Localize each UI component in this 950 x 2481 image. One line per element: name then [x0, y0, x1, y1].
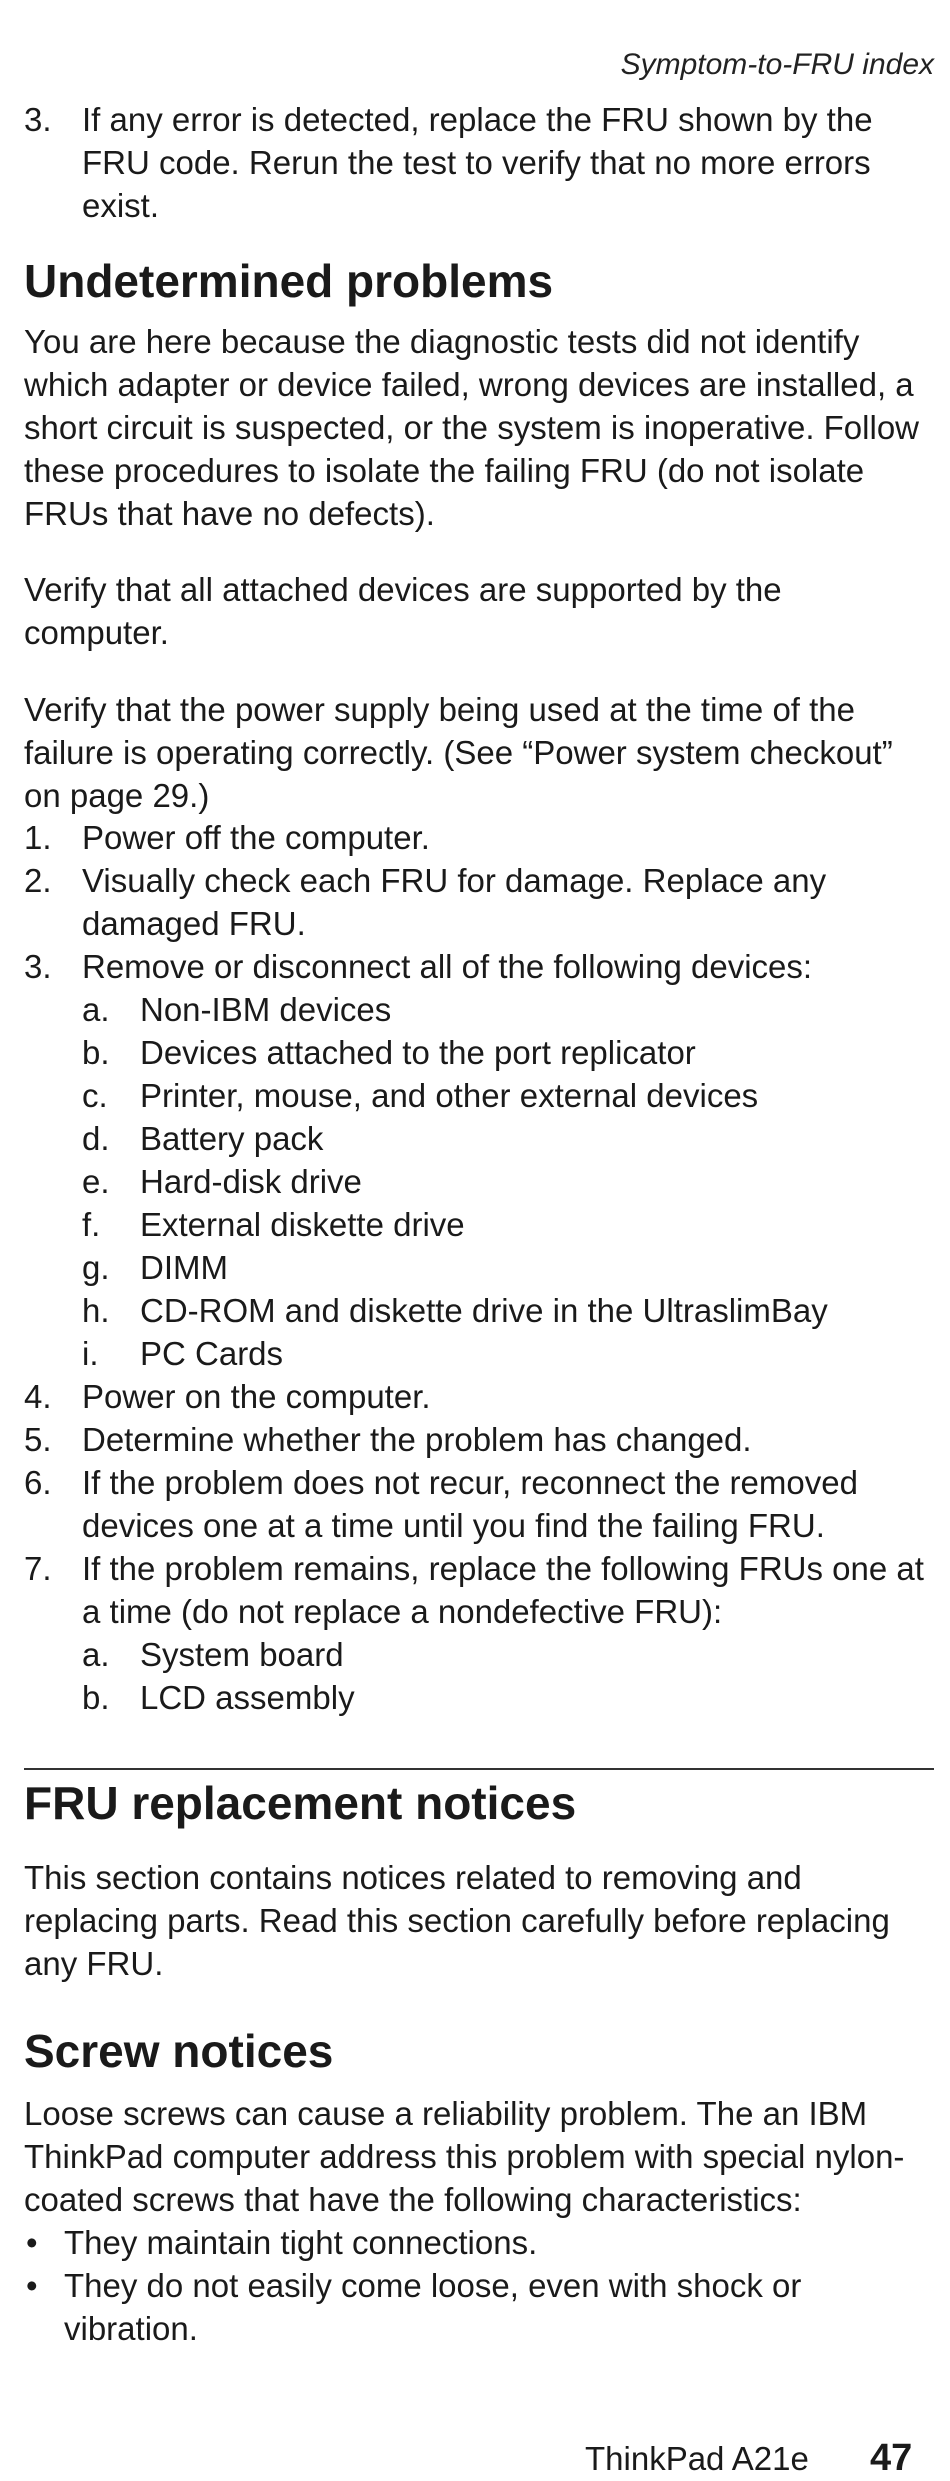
sub-text: Non-IBM devices: [140, 991, 392, 1028]
step-number: 3.: [24, 948, 52, 985]
section-heading-fru-notices: FRU replacement notices: [24, 1777, 577, 1829]
sub-letter: b.: [82, 1679, 110, 1716]
sub-letter: f.: [82, 1206, 101, 1243]
sublist-item: [82, 1031, 934, 1074]
step-text: Remove or disconnect all of the following devices:: [82, 948, 813, 985]
device-sublist: [82, 988, 934, 1375]
list-item: [24, 2264, 934, 2350]
sub-text: Devices attached to the port replicator: [140, 1034, 696, 1071]
step-text: Visually check each FRU for damage. Replace any damaged FRU.: [82, 862, 827, 942]
step-text: If the problem remains, replace the following FRUs one at a time (do not replace a nondefective FRU):: [82, 1550, 924, 1630]
step-text: Power on the computer.: [82, 1378, 431, 1415]
step-text: Power off the computer.: [82, 819, 430, 856]
sub-text: System board: [140, 1636, 344, 1673]
section-heading-undetermined: Undetermined problems: [24, 255, 554, 307]
section-heading-screw-notices: Screw notices: [24, 2025, 334, 2077]
sub-letter: h.: [82, 1292, 110, 1329]
sub-letter: g.: [82, 1249, 110, 1286]
verify-power-paragraph: Verify that the power supply being used at the time of the failure is operating correctly. (See “Power system checkout” on page 29.): [24, 691, 893, 814]
sublist-item: [82, 1203, 934, 1246]
step-number: 5.: [24, 1421, 52, 1458]
list-item: [24, 1418, 934, 1461]
sublist-item: [82, 1289, 934, 1332]
step-number: 3.: [24, 101, 52, 138]
step-text: If any error is detected, replace the FRU shown by the FRU code. Rerun the test to verify that no more errors exist.: [82, 101, 873, 224]
fru-sublist: [82, 1633, 934, 1719]
procedure-steps: [24, 816, 934, 1719]
bullet-text: They maintain tight connections.: [64, 2224, 538, 2261]
bullet-text: They do not easily come loose, even with shock or vibration.: [64, 2267, 802, 2347]
sub-text: Printer, mouse, and other external devices: [140, 1077, 759, 1114]
footer-product-title: ThinkPad A21e: [585, 2440, 809, 2477]
list-item: [24, 859, 934, 945]
sub-text: Battery pack: [140, 1120, 324, 1157]
fru-notices-paragraph: This section contains notices related to removing and replacing parts. Read this section carefully before replacing any FRU.: [24, 1859, 890, 1982]
sublist-item: [82, 1676, 934, 1719]
list-item: [24, 945, 934, 1375]
step-text: If the problem does not recur, reconnect the removed devices one at a time until you find the failing FRU.: [82, 1464, 858, 1544]
step-number: 7.: [24, 1550, 52, 1587]
step-number: 1.: [24, 819, 52, 856]
sublist-item: [82, 1160, 934, 1203]
sub-letter: i.: [82, 1335, 99, 1372]
sub-text: LCD assembly: [140, 1679, 355, 1716]
sublist-item: [82, 1332, 934, 1375]
sub-letter: a.: [82, 1636, 110, 1673]
sublist-item: [82, 1117, 934, 1160]
step-number: 6.: [24, 1464, 52, 1501]
list-item: [24, 816, 934, 859]
sub-text: DIMM: [140, 1249, 228, 1286]
step-number: 2.: [24, 862, 52, 899]
sub-letter: b.: [82, 1034, 110, 1071]
list-item: [24, 1547, 934, 1719]
continued-step-list: [24, 98, 934, 227]
running-header: Symptom-to-FRU index: [620, 48, 934, 81]
list-item: [24, 1375, 934, 1418]
sub-text: PC Cards: [140, 1335, 284, 1372]
section-divider: [24, 1768, 934, 1770]
list-item: [24, 98, 934, 227]
step-text: Determine whether the problem has changed.: [82, 1421, 752, 1458]
sublist-item: [82, 1633, 934, 1676]
footer-page-number: 47: [870, 2437, 913, 2479]
list-item: [24, 1461, 934, 1547]
bullet-marker: •: [26, 2224, 38, 2261]
sub-letter: d.: [82, 1120, 110, 1157]
sublist-item: [82, 988, 934, 1031]
step-number: 4.: [24, 1378, 52, 1415]
sub-letter: c.: [82, 1077, 108, 1114]
sub-text: External diskette drive: [140, 1206, 465, 1243]
sub-letter: e.: [82, 1163, 110, 1200]
screw-notices-paragraph: Loose screws can cause a reliability problem. The an IBM ThinkPad computer address this problem with special nylon-coated screws that have the following characteristics:: [24, 2095, 905, 2218]
sub-text: Hard-disk drive: [140, 1163, 362, 1200]
sublist-item: [82, 1074, 934, 1117]
intro-paragraph: You are here because the diagnostic tests did not identify which adapter or device failed, wrong devices are installed, a short circuit is suspected, or the system is inoperative. Follow these procedures to isolate the failing FRU (do not isolate FRUs that have no defects).: [24, 323, 920, 532]
bullet-marker: •: [26, 2267, 38, 2304]
sub-letter: a.: [82, 991, 110, 1028]
sub-text: CD-ROM and diskette drive in the UltraslimBay: [140, 1292, 828, 1329]
verify-devices-paragraph: Verify that all attached devices are supported by the computer.: [24, 571, 782, 651]
list-item: [24, 2221, 934, 2264]
screw-characteristics-list: [24, 2221, 934, 2350]
sublist-item: [82, 1246, 934, 1289]
